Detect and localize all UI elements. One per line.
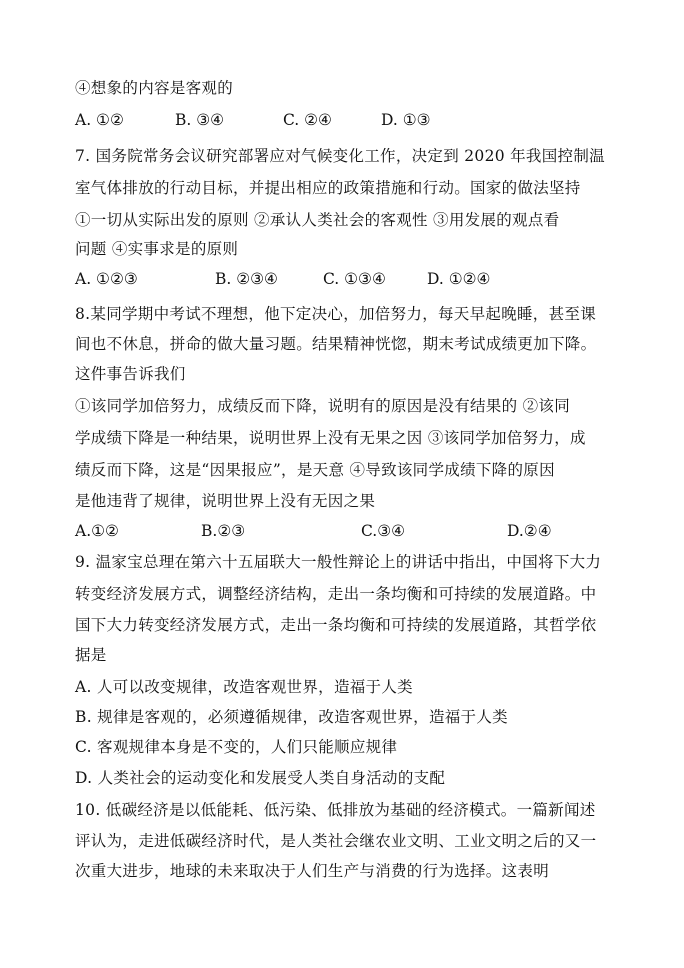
q9-option-a: A. 人可以改变规律，改造客观世界，造福于人类 — [75, 678, 413, 696]
q7-line-1: 7. 国务院常务会议研究部署应对气候变化工作，决定到 2020 年我国控制温 — [75, 147, 605, 165]
q10-line-1: 10. 低碳经济是以低能耗、低污染、低排放为基础的经济模式。一篇新闻述 — [75, 801, 596, 819]
q8-line-7: 是他违背了规律，说明世界上没有无因之果 — [75, 492, 376, 510]
prev-option-b: B. ③④ — [175, 111, 225, 129]
q7-option-d: D. ①②④ — [427, 270, 491, 288]
q8-line-1: 8.某同学期中考试不理想，他下定决心，加倍努力，每天早起晚睡，甚至课 — [75, 305, 596, 323]
q9-line-3: 国下大力转变经济发展方式，走出一条均衡和可持续的发展道路，其哲学依 — [75, 616, 597, 634]
q9-line-1: 9. 温家宝总理在第六十五届联大一般性辩论上的讲话中指出，中国将下大力 — [75, 553, 602, 571]
q7-option-a: A. ①②③ — [75, 270, 138, 288]
q8-option-d: D.②④ — [507, 522, 552, 540]
q9-line-4: 据是 — [75, 646, 107, 664]
q8-line-6: 绩反而下降，这是“因果报应”，是天意 ④导致该同学成绩下降的原因 — [75, 461, 555, 479]
q8-line-4: ①该同学加倍努力，成绩反而下降，说明有的原因是没有结果的 ②该同 — [75, 397, 571, 415]
q8-option-a: A.①② — [75, 522, 119, 540]
q9-option-b: B. 规律是客观的，必须遵循规律，改造客观世界，造福于人类 — [75, 708, 508, 726]
prev-option-d: D. ①③ — [381, 111, 431, 129]
q7-option-c: C. ①③④ — [323, 270, 386, 288]
q8-line-5: 学成绩下降是一种结果，说明世界上没有无果之因 ③该同学加倍努力，成 — [75, 429, 586, 447]
q7-line-4: 问题 ④实事求是的原则 — [75, 240, 239, 258]
q9-option-c: C. 客观规律本身是不变的，人们只能顺应规律 — [75, 738, 398, 756]
q8-option-c: C.③④ — [361, 522, 406, 540]
prev-option-c: C. ②④ — [283, 111, 332, 129]
q7-line-3: ①一切从实际出发的原则 ②承认人类社会的客观性 ③用发展的观点看 — [75, 211, 560, 229]
q9-line-2: 转变经济发展方式，调整经济结构，走出一条均衡和可持续的发展道路。中 — [75, 585, 597, 603]
q7-option-b: B. ②③④ — [215, 270, 278, 288]
q8-line-3: 这件事告诉我们 — [75, 365, 186, 383]
q8-line-2: 间也不休息，拼命的做大量习题。结果精神恍惚，期末考试成绩更加下降。 — [75, 335, 597, 353]
q10-line-2: 评认为，走进低碳经济时代，是人类社会继农业文明、工业文明之后的又一 — [75, 832, 597, 850]
prev-statement-4: ④想象的内容是客观的 — [75, 79, 234, 97]
q8-option-b: B.②③ — [201, 522, 246, 540]
q10-line-3: 次重大进步，地球的未来取决于人们生产与消费的行为选择。这表明 — [75, 862, 550, 880]
prev-option-a: A. ①② — [75, 111, 124, 129]
q7-line-2: 室气体排放的行动目标，并提出相应的政策措施和行动。国家的做法坚持 — [75, 179, 581, 197]
q9-option-d: D. 人类社会的运动变化和发展受人类自身活动的支配 — [75, 769, 446, 787]
